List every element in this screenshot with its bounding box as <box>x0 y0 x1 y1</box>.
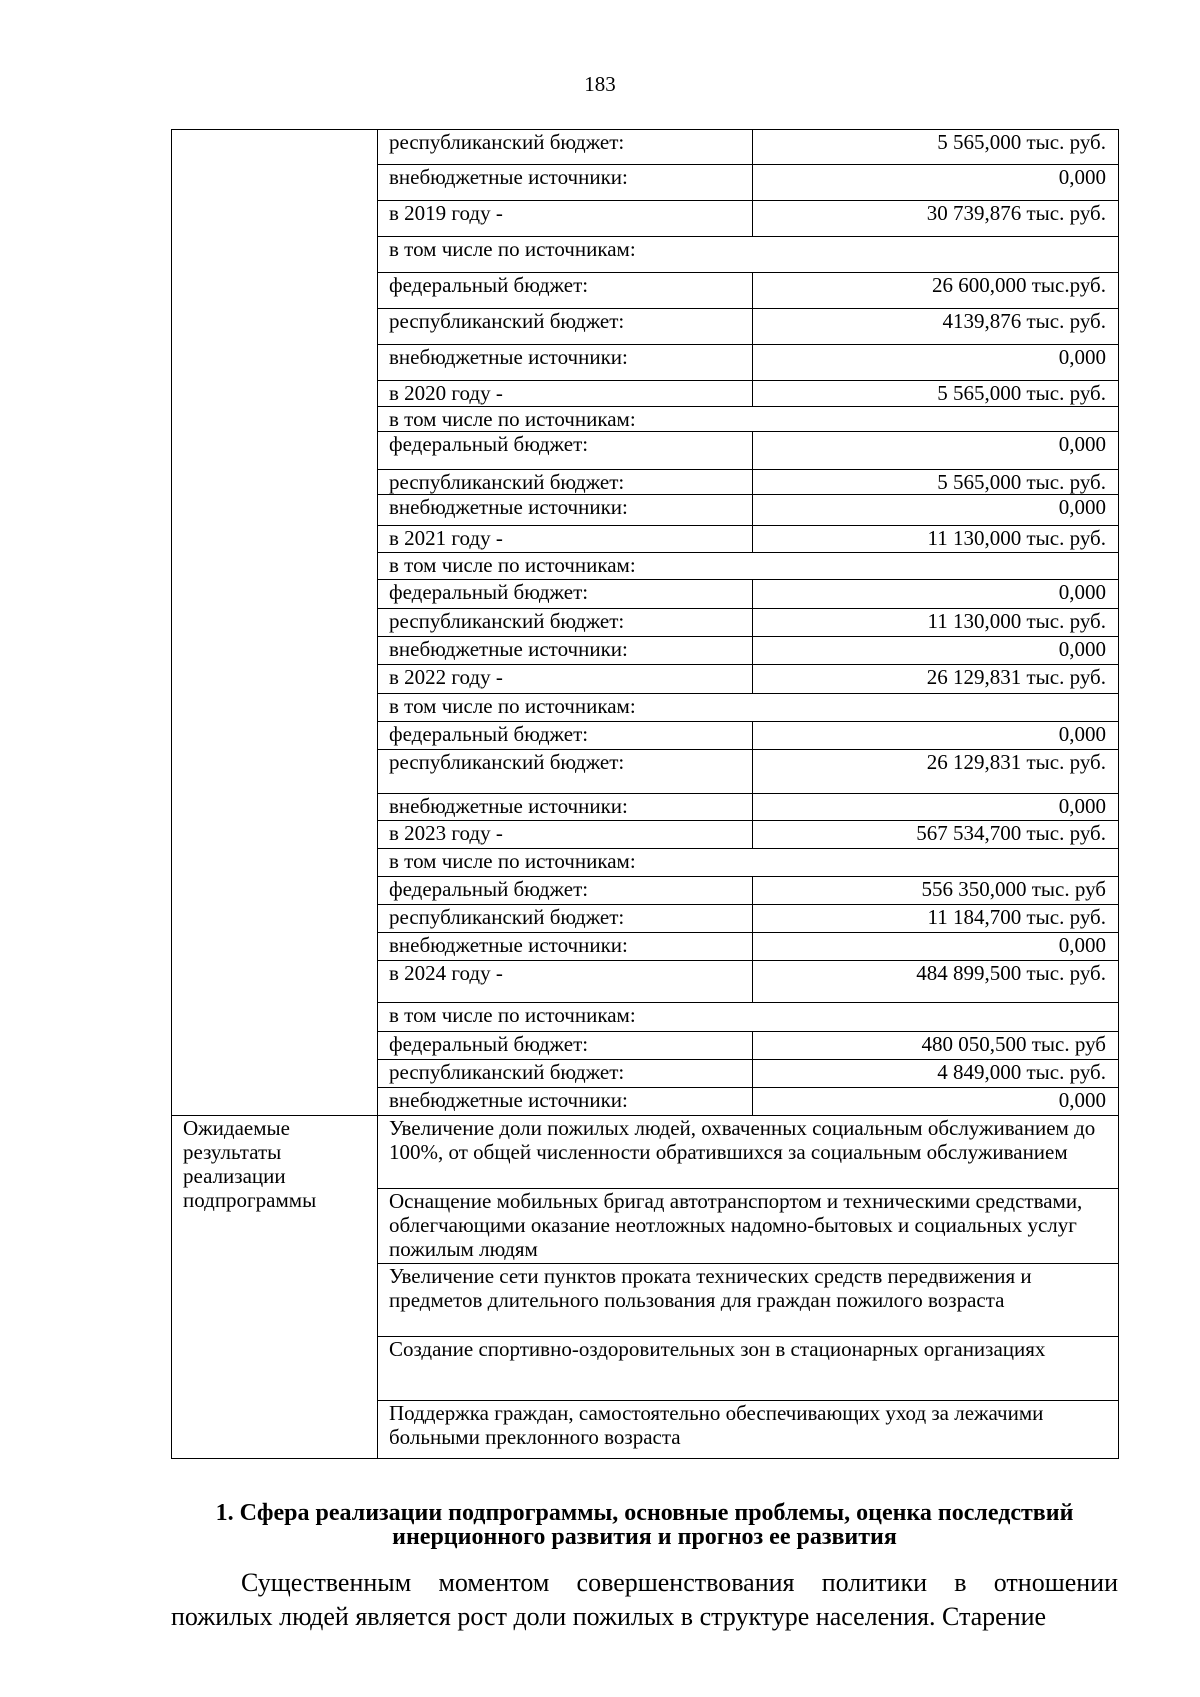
budget-label: в 2019 году - <box>378 201 753 237</box>
budget-label: республиканский бюджет: <box>378 1060 753 1088</box>
budget-label: в том числе по источникам: <box>378 553 1119 580</box>
budget-value: 11 130,000 тыс. руб. <box>753 609 1119 637</box>
budget-label: республиканский бюджет: <box>378 470 753 495</box>
budget-label: республиканский бюджет: <box>378 609 753 637</box>
financing-table <box>171 129 1119 1459</box>
budget-value: 26 600,000 тыс.руб. <box>753 273 1119 309</box>
budget-value: 0,000 <box>753 432 1119 470</box>
budget-label: в 2023 году - <box>378 821 753 849</box>
budget-value: 0,000 <box>753 580 1119 609</box>
budget-label: в 2021 году - <box>378 526 753 553</box>
budget-value: 480 050,500 тыс. руб <box>753 1032 1119 1060</box>
page-number: 183 <box>584 72 616 96</box>
budget-label: республиканский бюджет: <box>378 905 753 933</box>
budget-value: 0,000 <box>753 794 1119 821</box>
budget-label: в том числе по источникам: <box>378 694 1119 722</box>
budget-value: 0,000 <box>753 637 1119 665</box>
budget-label: внебюджетные источники: <box>378 1088 753 1116</box>
budget-label: республиканский бюджет: <box>378 130 753 165</box>
budget-value: 5 565,000 тыс. руб. <box>753 381 1119 407</box>
financing-label-cell <box>172 130 378 1116</box>
result-item: Поддержка граждан, самостоятельно обеспечивающих уход за лежачими больными преклонного возраста <box>378 1401 1119 1459</box>
budget-label: федеральный бюджет: <box>378 273 753 309</box>
budget-value: 11 130,000 тыс. руб. <box>753 526 1119 553</box>
budget-label: федеральный бюджет: <box>378 877 753 905</box>
budget-label: в 2024 году - <box>378 961 753 1003</box>
body-paragraph: Существенным моментом совершенствования политики в отношении пожилых людей является рост доли пожилых в структуре населения. Старение <box>171 1568 1118 1631</box>
budget-value: 0,000 <box>753 1088 1119 1116</box>
budget-value: 0,000 <box>753 165 1119 201</box>
budget-value: 26 129,831 тыс. руб. <box>753 665 1119 694</box>
budget-value: 5 565,000 тыс. руб. <box>753 470 1119 495</box>
budget-label: в том числе по источникам: <box>378 849 1119 877</box>
budget-value: 30 739,876 тыс. руб. <box>753 201 1119 237</box>
budget-value: 567 534,700 тыс. руб. <box>753 821 1119 849</box>
budget-value: 4 849,000 тыс. руб. <box>753 1060 1119 1088</box>
result-item: Оснащение мобильных бригад автотранспортом и техническими средствами, облегчающими оказание неотложных надомно-бытовых и социальных услуг пожилым людям <box>378 1189 1119 1264</box>
budget-label: внебюджетные источники: <box>378 794 753 821</box>
budget-label: республиканский бюджет: <box>378 750 753 794</box>
budget-label: федеральный бюджет: <box>378 580 753 609</box>
budget-label: внебюджетные источники: <box>378 933 753 961</box>
budget-value: 26 129,831 тыс. руб. <box>753 750 1119 794</box>
budget-label: внебюджетные источники: <box>378 165 753 201</box>
result-item: Создание спортивно-оздоровительных зон в стационарных организациях <box>378 1337 1119 1401</box>
results-label-cell: Ожидаемые результаты реализации подпрограммы <box>172 1116 378 1459</box>
budget-value: 0,000 <box>753 495 1119 526</box>
budget-value: 4139,876 тыс. руб. <box>753 309 1119 345</box>
section-title: 1. Сфера реализации подпрограммы, основные проблемы, оценка последствий инерционного развития и прогноз ее развития <box>215 1500 1074 1550</box>
budget-value: 484 899,500 тыс. руб. <box>753 961 1119 1003</box>
result-row <box>172 1116 1119 1189</box>
budget-value: 0,000 <box>753 933 1119 961</box>
budget-row <box>172 130 1119 165</box>
budget-label: федеральный бюджет: <box>378 722 753 750</box>
financing-table-body <box>172 130 1119 1459</box>
budget-label: в том числе по источникам: <box>378 1003 1119 1032</box>
budget-label: федеральный бюджет: <box>378 1032 753 1060</box>
budget-value: 11 184,700 тыс. руб. <box>753 905 1119 933</box>
budget-label: в том числе по источникам: <box>378 237 1119 273</box>
budget-label: в 2022 году - <box>378 665 753 694</box>
budget-label: в том числе по источникам: <box>378 407 1119 432</box>
budget-label: в 2020 году - <box>378 381 753 407</box>
budget-label: внебюджетные источники: <box>378 345 753 381</box>
budget-label: внебюджетные источники: <box>378 495 753 526</box>
budget-label: федеральный бюджет: <box>378 432 753 470</box>
budget-value: 0,000 <box>753 722 1119 750</box>
result-item: Увеличение доли пожилых людей, охваченных социальным обслуживанием до 100%, от общей численности обратившихся за социальным обслуживанием <box>378 1116 1119 1189</box>
budget-label: внебюджетные источники: <box>378 637 753 665</box>
budget-label: республиканский бюджет: <box>378 309 753 345</box>
result-item: Увеличение сети пунктов проката технических средств передвижения и предметов длительного пользования для граждан пожилого возраста <box>378 1264 1119 1337</box>
budget-value: 0,000 <box>753 345 1119 381</box>
budget-value: 5 565,000 тыс. руб. <box>753 130 1119 165</box>
budget-value: 556 350,000 тыс. руб <box>753 877 1119 905</box>
